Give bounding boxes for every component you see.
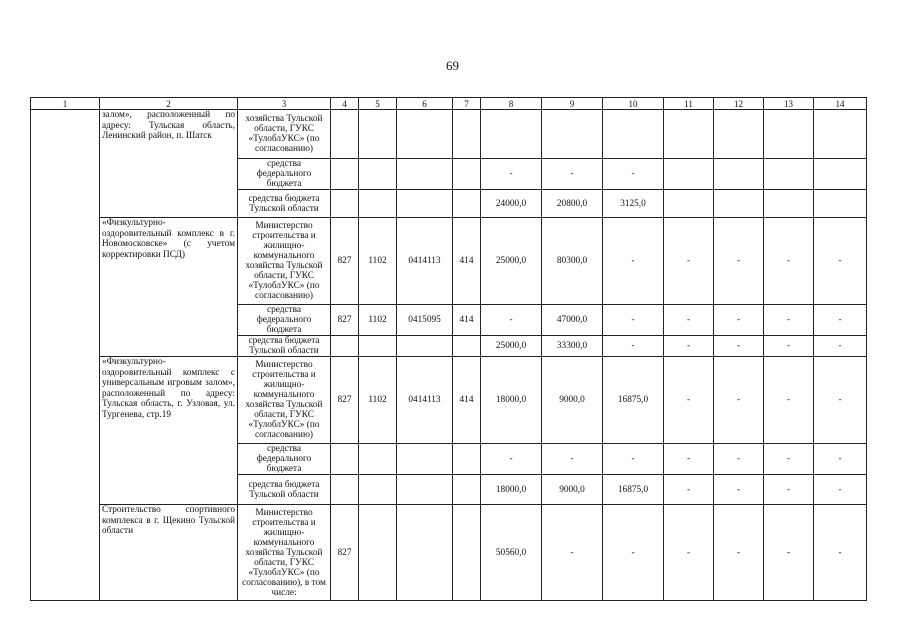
value-cell: 414 (453, 357, 481, 444)
column-number: 10 (603, 98, 664, 110)
object-name-cell: Строительство спортивного комплекса в г. Щекино Тульской области (100, 505, 238, 601)
value-cell (331, 444, 359, 475)
value-cell (814, 159, 867, 190)
value-cell (714, 110, 764, 159)
column-number: 6 (397, 98, 453, 110)
value-cell (331, 110, 359, 159)
column-number: 9 (542, 98, 603, 110)
value-cell: - (664, 505, 714, 601)
column-number: 5 (359, 98, 397, 110)
value-cell: 50560,0 (481, 505, 542, 601)
value-cell: 827 (331, 305, 359, 336)
value-cell (764, 190, 814, 218)
value-cell: - (481, 305, 542, 336)
value-cell: - (714, 305, 764, 336)
value-cell (764, 159, 814, 190)
value-cell: - (603, 305, 664, 336)
value-cell: 24000,0 (481, 190, 542, 218)
value-cell (603, 110, 664, 159)
column-number: 2 (100, 98, 238, 110)
value-cell (359, 110, 397, 159)
value-cell (453, 336, 481, 357)
value-cell: 16875,0 (603, 475, 664, 505)
column-number-row (31, 98, 867, 110)
value-cell: - (814, 505, 867, 601)
value-cell: - (814, 357, 867, 444)
column-number: 8 (481, 98, 542, 110)
table-row (31, 218, 867, 305)
funding-source-cell: средства федерального бюджета (238, 444, 331, 475)
value-cell: - (664, 305, 714, 336)
column-number: 14 (814, 98, 867, 110)
value-cell: - (714, 218, 764, 305)
value-cell (331, 475, 359, 505)
value-cell: - (714, 475, 764, 505)
funding-source-cell: Министерство строительства и жилищно-коммунального хозяйства Тульской области, ГУКС «ТулоблУКС» (по согласованию) (238, 218, 331, 305)
value-cell: - (714, 444, 764, 475)
value-cell: - (764, 336, 814, 357)
value-cell: - (764, 475, 814, 505)
value-cell: - (603, 159, 664, 190)
value-cell: - (603, 444, 664, 475)
value-cell (714, 159, 764, 190)
value-cell (453, 159, 481, 190)
object-name-cell: «Физкультурно-оздоровительный комплекс в г. Новомосковске» (с учетом корректировки ПСД) (100, 218, 238, 357)
value-cell: 47000,0 (542, 305, 603, 336)
value-cell: - (664, 357, 714, 444)
value-cell (359, 159, 397, 190)
value-cell: - (714, 357, 764, 444)
value-cell: - (664, 444, 714, 475)
value-cell: - (764, 444, 814, 475)
value-cell: 827 (331, 505, 359, 601)
value-cell: 18000,0 (481, 357, 542, 444)
column-number: 3 (238, 98, 331, 110)
column-number: 11 (664, 98, 714, 110)
value-cell: - (542, 505, 603, 601)
value-cell: 1102 (359, 305, 397, 336)
value-cell (714, 190, 764, 218)
object-name-cell: «Физкультурно-оздоровительный комплекс с универсальным игровым залом», расположенный по адресу: Тульская область, г. Узловая, ул. Тургенева, стр.19 (100, 357, 238, 505)
budget-table (30, 97, 867, 601)
value-cell (397, 190, 453, 218)
funding-source-cell: средства бюджета Тульской области (238, 336, 331, 357)
funding-source-cell: средства бюджета Тульской области (238, 475, 331, 505)
value-cell: 25000,0 (481, 336, 542, 357)
value-cell: - (764, 357, 814, 444)
value-cell: - (714, 505, 764, 601)
value-cell: 0414113 (397, 357, 453, 444)
value-cell: 0414113 (397, 218, 453, 305)
funding-source-cell: Министерство строительства и жилищно-коммунального хозяйства Тульской области, ГУКС «ТулоблУКС» (по согласованию) (238, 357, 331, 444)
value-cell (664, 110, 714, 159)
value-cell: 18000,0 (481, 475, 542, 505)
value-cell: - (814, 444, 867, 475)
value-cell: - (664, 475, 714, 505)
value-cell: 414 (453, 305, 481, 336)
value-cell: - (814, 475, 867, 505)
value-cell: 9000,0 (542, 475, 603, 505)
value-cell (481, 110, 542, 159)
value-cell: 827 (331, 357, 359, 444)
value-cell: - (764, 305, 814, 336)
value-cell (359, 336, 397, 357)
funding-source-cell: хозяйства Тульской области, ГУКС «ТулоблУКС» (по согласованию) (238, 110, 331, 159)
value-cell: 33300,0 (542, 336, 603, 357)
value-cell (331, 159, 359, 190)
value-cell: - (481, 159, 542, 190)
value-cell (359, 505, 397, 601)
page-number: 69 (446, 58, 459, 73)
object-name-cell: залом», расположенный по адресу: Тульская область, Ленинский район, п. Шатск (100, 110, 238, 218)
table-row (31, 110, 867, 159)
value-cell: 3125,0 (603, 190, 664, 218)
value-cell (453, 505, 481, 601)
value-cell: - (664, 218, 714, 305)
value-cell (453, 110, 481, 159)
value-cell (359, 444, 397, 475)
value-cell: - (603, 336, 664, 357)
column-number: 4 (331, 98, 359, 110)
funding-source-cell: средства федерального бюджета (238, 159, 331, 190)
value-cell (397, 475, 453, 505)
column-number: 1 (31, 98, 100, 110)
column-number: 13 (764, 98, 814, 110)
value-cell: - (603, 505, 664, 601)
value-cell (664, 190, 714, 218)
funding-source-cell: средства федерального бюджета (238, 305, 331, 336)
value-cell: 80300,0 (542, 218, 603, 305)
value-cell: 25000,0 (481, 218, 542, 305)
value-cell: - (664, 336, 714, 357)
value-cell: 9000,0 (542, 357, 603, 444)
value-cell (331, 190, 359, 218)
value-cell (453, 190, 481, 218)
value-cell (453, 444, 481, 475)
value-cell (397, 505, 453, 601)
value-cell (397, 159, 453, 190)
value-cell (664, 159, 714, 190)
value-cell: 827 (331, 218, 359, 305)
value-cell: - (814, 305, 867, 336)
value-cell: - (764, 218, 814, 305)
value-cell (397, 336, 453, 357)
value-cell: 1102 (359, 357, 397, 444)
table-row (31, 357, 867, 444)
value-cell: - (542, 444, 603, 475)
value-cell (814, 110, 867, 159)
value-cell: 20800,0 (542, 190, 603, 218)
value-cell: - (481, 444, 542, 475)
value-cell: - (814, 218, 867, 305)
funding-source-cell: Министерство строительства и жилищно-коммунального хозяйства Тульской области, ГУКС «ТулоблУКС» (по согласованию), в том числе: (238, 505, 331, 601)
value-cell: 1102 (359, 218, 397, 305)
value-cell (814, 190, 867, 218)
column-number: 12 (714, 98, 764, 110)
value-cell: - (764, 505, 814, 601)
item-number-cell (31, 110, 100, 601)
value-cell (542, 110, 603, 159)
value-cell: 414 (453, 218, 481, 305)
value-cell (453, 475, 481, 505)
value-cell: - (814, 336, 867, 357)
value-cell (764, 110, 814, 159)
column-number: 7 (453, 98, 481, 110)
value-cell (397, 110, 453, 159)
value-cell (397, 444, 453, 475)
table-row (31, 505, 867, 601)
value-cell: - (714, 336, 764, 357)
value-cell: 0415095 (397, 305, 453, 336)
funding-source-cell: средства бюджета Тульской области (238, 190, 331, 218)
value-cell (359, 190, 397, 218)
value-cell: - (542, 159, 603, 190)
value-cell: - (603, 218, 664, 305)
value-cell (331, 336, 359, 357)
value-cell (359, 475, 397, 505)
value-cell: 16875,0 (603, 357, 664, 444)
